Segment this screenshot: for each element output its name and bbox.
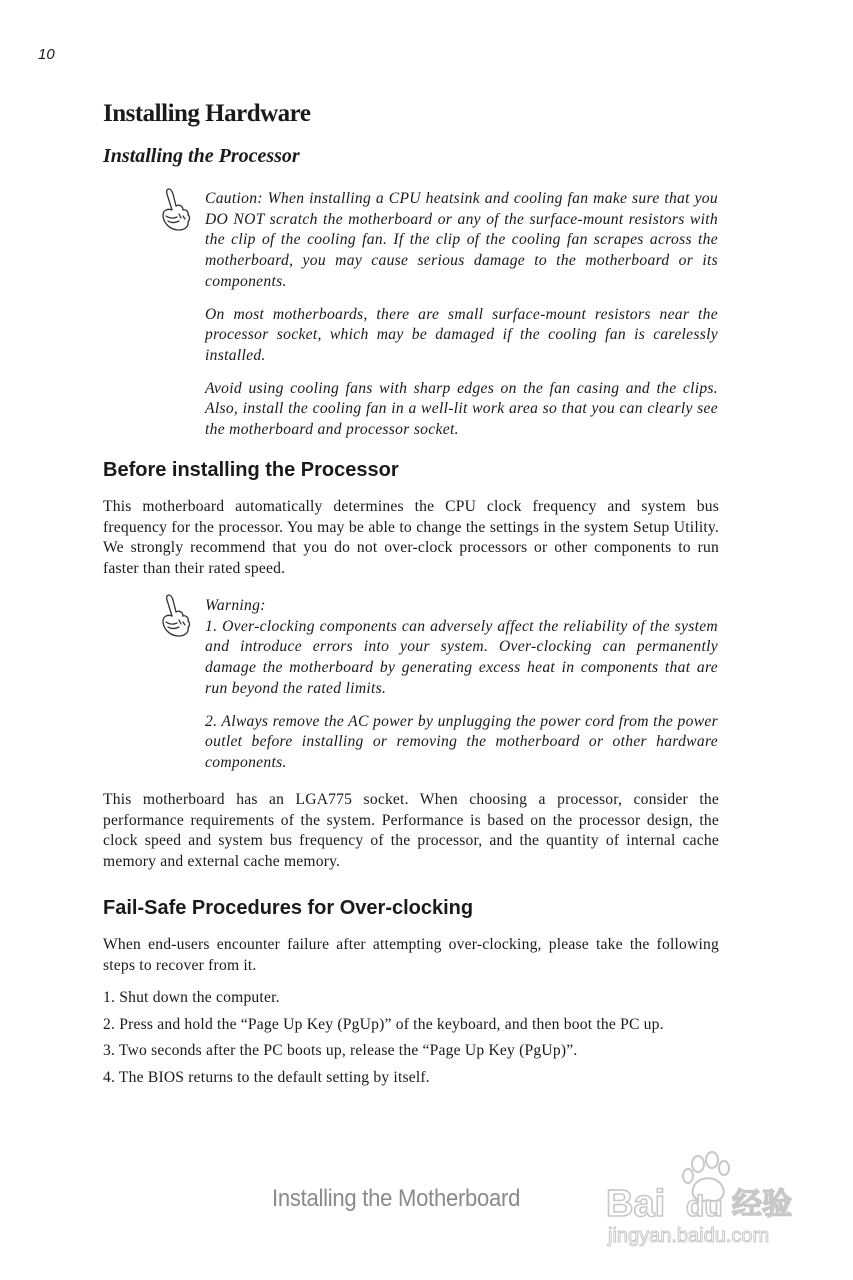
list-item: 3. Two seconds after the PC boots up, release the “Page Up Key (PgUp)”. (103, 1042, 578, 1060)
page-number: 10 (38, 46, 55, 63)
section-subheading: Installing the Processor (103, 145, 300, 167)
before-installing-body (103, 497, 719, 580)
before-installing-heading: Before installing the Processor (103, 459, 399, 481)
watermark-url: jingyan.baidu.com (608, 1225, 770, 1247)
fail-safe-steps (103, 988, 719, 1095)
before-installing-paragraph: This motherboard automatically determines the CPU clock frequency and system bus frequency for the processor. You may be able to change the settings in the system Setup Utility. We strongly recommend that you do not over-clock processors or other components to run faster than their rated speed. (103, 498, 719, 578)
fail-safe-intro-paragraph: When end-users encounter failure after attempting over-clocking, please take the following steps to recover from it. (103, 936, 719, 974)
pointing-hand-icon (157, 186, 193, 234)
caution-paragraph: Avoid using cooling fans with sharp edges on the fan casing and the clips. Also, install the cooling fan in a well-lit work area so that you can clearly see the motherboard and processor socket. (205, 379, 718, 439)
baidu-watermark-logo (600, 1150, 810, 1250)
warning-title: Warning: (205, 597, 266, 614)
fail-safe-heading: Fail-Safe Procedures for Over-clocking (103, 897, 474, 919)
list-item: 4. The BIOS returns to the default setting by itself. (103, 1069, 430, 1087)
list-item: 2. Press and hold the “Page Up Key (PgUp)” of the keyboard, and then boot the PC up. (103, 1015, 664, 1033)
caution-paragraph: Caution: When installing a CPU heatsink and cooling fan make sure that you DO NOT scratch the motherboard or any of the surface-mount resistors with the clip of the cooling fan. If the clip of the cooling fan scrapes across the motherboard, you may cause serious damage to the motherboard or its components. (205, 190, 718, 290)
pointing-hand-icon (157, 592, 193, 640)
warning-note (205, 596, 718, 786)
page-heading: Installing Hardware (103, 100, 311, 127)
caution-note (205, 189, 718, 453)
socket-paragraph: This motherboard has an LGA775 socket. When choosing a processor, consider the performance requirements of the system. Performance is based on the processor design, the clock speed and system bus frequency of the processor, and the quantity of internal cache memory and external cache memory. (103, 791, 719, 871)
watermark-brand-cn: 经验 (732, 1187, 792, 1222)
watermark-brand-left: Bai (606, 1183, 666, 1225)
socket-body (103, 790, 719, 873)
caution-paragraph: On most motherboards, there are small surface-mount resistors near the processor socket, which may be damaged if the cooling fan is carelessly installed. (205, 305, 718, 364)
warning-item: 2. Always remove the AC power by unplugging the power cord from the power outlet before installing or removing the motherboard or other hardware components. (205, 712, 718, 771)
footer-title: Installing the Motherboard (272, 1185, 521, 1212)
warning-item: 1. Over-clocking components can adversely affect the reliability of the system and introduce errors into your system. Over-clocking can permanently damage the motherboard by generating excess heat in components that are run beyond the rated limits. (205, 617, 718, 697)
watermark-brand-right: du (686, 1190, 723, 1223)
list-item: 1. Shut down the computer. (103, 989, 280, 1006)
fail-safe-intro (103, 935, 719, 976)
